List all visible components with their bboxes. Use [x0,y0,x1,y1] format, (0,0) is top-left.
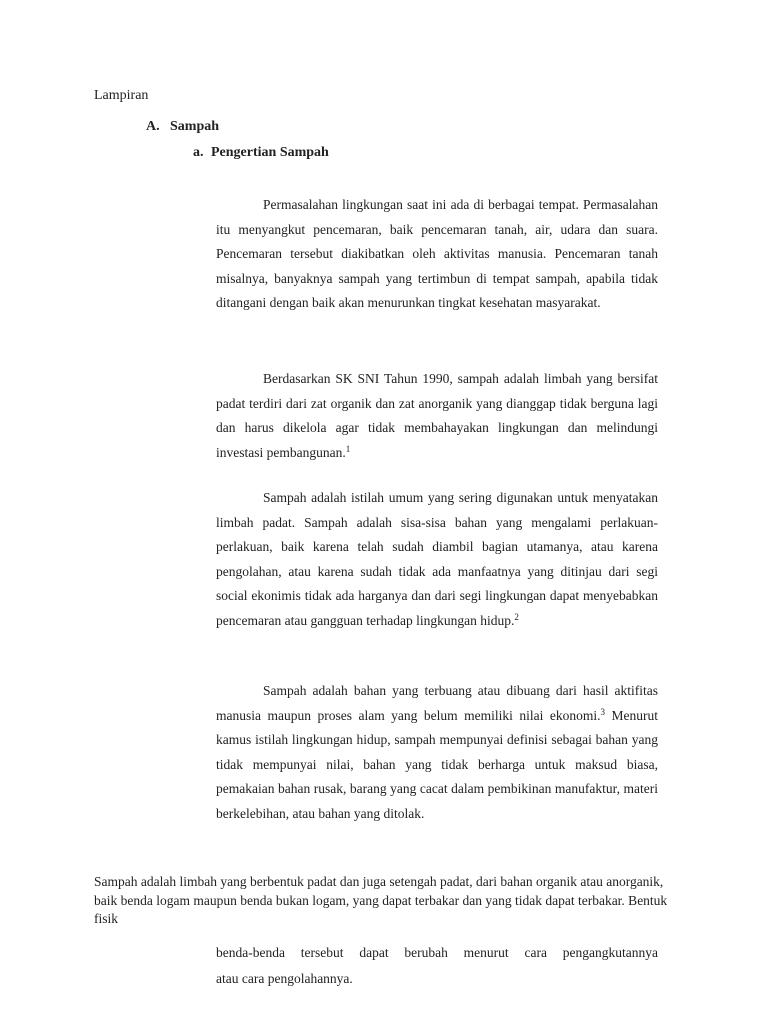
paragraph-text: Menurut kamus istilah lingkungan hidup, sampah mempunyai definisi sebagai bahan yang tidak mempunyai nilai, bahan yang tidak berharga untuk maksud biasa, pemakaian bahan rusak, barang yang cacat dalam pembikinan manufaktur, materi berkelebihan, atau bahan yang ditolak. [216,707,659,821]
footnote-marker: 2 [514,611,519,622]
section-heading [146,119,219,135]
paragraph-text: Berdasarkan SK SNI Tahun 1990, sampah adalah limbah yang bersifat padat terdiri dari zat organik dan zat anorganik yang dianggap tidak berguna lagi dan harus dikelola agar tidak membahayakan lingkungan dan melindungi investasi pembangunan. [216,371,658,460]
footnote-marker: 3 [600,706,606,717]
loose-paragraph: Sampah adalah limbah yang berbentuk padat dan juga setengah padat, dari bahan organik atau anorganik, baik benda logam maupun benda bukan logam, yang dapat terbakar dan yang tidak dapat terbakar. Bentuk fisik [94,874,668,926]
paragraph-2 [216,367,658,465]
paragraph-text: Sampah adalah istilah umum yang sering digunakan untuk menyatakan limbah padat. Sampah adalah sisa-sisa bahan yang mengalami perlakuan-perlakuan, baik karena telah sudah diambil bagian utamanya, atau karena pengolahan, atau karena sudah tidak ada manfaatnya yang ditinjau dari segi social ekonimis tidak ada harganya dan dari segi lingkungan dapat menyebabkan pencemaran atau gangguan terhadap lingkungan hidup. [216,490,658,628]
section-title: Sampah [170,119,220,134]
footnote-marker: 1 [345,443,351,454]
subsection-number: a. [193,145,204,160]
continuation-line: atau cara pengolahannya. [216,971,353,986]
paragraph-4 [216,679,658,827]
paragraph-3 [216,486,658,634]
section-number: A. [146,119,160,134]
subsection-title: Pengertian Sampah [211,145,329,160]
paragraph-text: Sampah adalah bahan yang terbuang atau dibuang dari hasil aktifitas manusia maupun proses alam yang belum memiliki nilai ekonomi. [216,683,658,723]
paragraph-text: Permasalahan lingkungan saat ini ada di berbagai tempat. Permasalahan itu menyangkut pencemaran, baik pencemaran tanah, air, udara dan suara. Pencemaran tersebut diakibatkan oleh aktivitas manusia. Pencemaran tanah misalnya, banyaknya sampah yang tertimbun di tempat sampah, apabila tidak ditangani dengan baik akan menurunkan tingkat kesehatan masyarakat. [216,197,658,311]
continuation-paragraph [216,940,658,992]
continuation-line: benda-benda tersebut dapat berubah menurut cara pengangkutannya [216,945,658,960]
paragraph-1 [216,193,658,316]
document-heading: Lampiran [94,88,149,103]
subsection-heading [193,145,329,161]
